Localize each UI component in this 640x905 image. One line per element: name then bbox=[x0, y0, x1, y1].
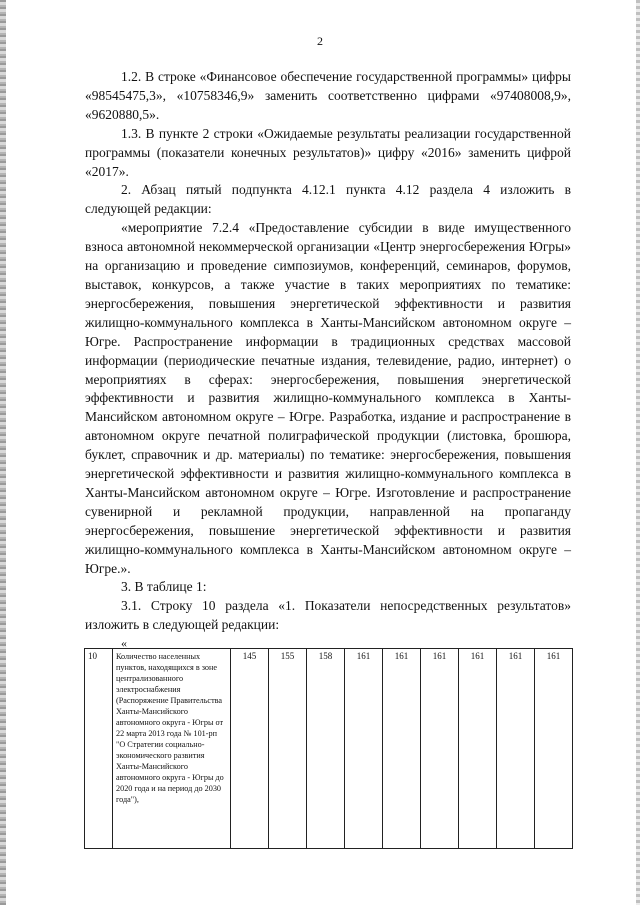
page-number: 2 bbox=[317, 34, 323, 48]
paragraph-3-1: 3.1. Строку 10 раздела «1. Показатели непосредственных результатов» изложить в следующей редакции: bbox=[85, 598, 571, 633]
scan-edge-right bbox=[636, 0, 640, 905]
paragraph-2: 2. Абзац пятый подпункта 4.12.1 пункта 4.12 раздела 4 изложить в следующей редакции: bbox=[85, 182, 571, 217]
paragraph-quoted-measure: «мероприятие 7.2.4 «Предоставление субсидии в виде имущественного взноса автономной некоммерческой организации «Центр энергосбережения Югры» на организацию и проведение симпозиумов, конференций, семинаров, форумов, выставок, конкурсов, а также участие в таких мероприятиях по тематике: энергосбережения, повышения энергетической эффективности и развития жилищно-коммунального комплекса в Ханты-Мансийском автономном округе – Югре. Распространение информации в традиционных средствах массовой информации (периодические печатные издания, телевидение, радио, интернет) о мероприятиях в сферах: энергосбережения, повышения энергетической эффективности и развития жилищно-коммунального комплекса в Ханты-Мансийском автономном округе – Югре. Разработка, издание и распространение в автономном округе печатной полиграфической продукции (листовка, брошюра, буклет, справочник и др. материалы) по тематике: энергосбережения, повышения энергетической эффективности и развития жилищно-коммунального комплекса в Ханты-Мансийском автономном округе – Югре. Изготовление и распространение сувенирной и рекламной продукции, направленной на пропаганду энергосбережения, повышение энергетической эффективности и развития жилищно-коммунального комплекса в Ханты-Мансийском автономном округе – Югре.». bbox=[85, 220, 571, 576]
row-number-cell: 10 bbox=[85, 649, 113, 849]
table-open-quote: « bbox=[121, 636, 127, 651]
value-cell: 161 bbox=[497, 649, 535, 849]
paragraph-3: 3. В таблице 1: bbox=[121, 579, 207, 595]
paragraph-1-2: 1.2. В строке «Финансовое обеспечение государственной программы» цифры «98545475,3», «10758346,9» заменить соответственно цифрами «97408008,9», «9620880,5». bbox=[85, 69, 571, 122]
value-cell: 161 bbox=[383, 649, 421, 849]
table-row bbox=[85, 649, 573, 849]
value-cell: 158 bbox=[307, 649, 345, 849]
indicator-description-cell: Количество населенных пунктов, находящихся в зоне централизованного электроснабжения (Распоряжение Правительства Ханты-Мансийского автономного округа - Югры от 22 марта 2013 года № 101-рп "О Стратегии социально-экономического развития Ханты-Мансийского автономного округа - Югры до 2020 года и на период до 2030 года"), bbox=[113, 649, 231, 849]
scan-edge-left bbox=[0, 0, 6, 905]
paragraph-1-3: 1.3. В пункте 2 строки «Ожидаемые результаты реализации государственной программы (показатели конечных результатов)» цифру «2016» заменить цифрой «2017». bbox=[85, 125, 571, 179]
value-cell: 161 bbox=[459, 649, 497, 849]
value-cell: 161 bbox=[345, 649, 383, 849]
value-cell: 155 bbox=[269, 649, 307, 849]
indicator-table bbox=[84, 648, 573, 849]
value-cell: 161 bbox=[421, 649, 459, 849]
document-body bbox=[85, 68, 571, 650]
value-cell: 145 bbox=[231, 649, 269, 849]
value-cell: 161 bbox=[535, 649, 573, 849]
